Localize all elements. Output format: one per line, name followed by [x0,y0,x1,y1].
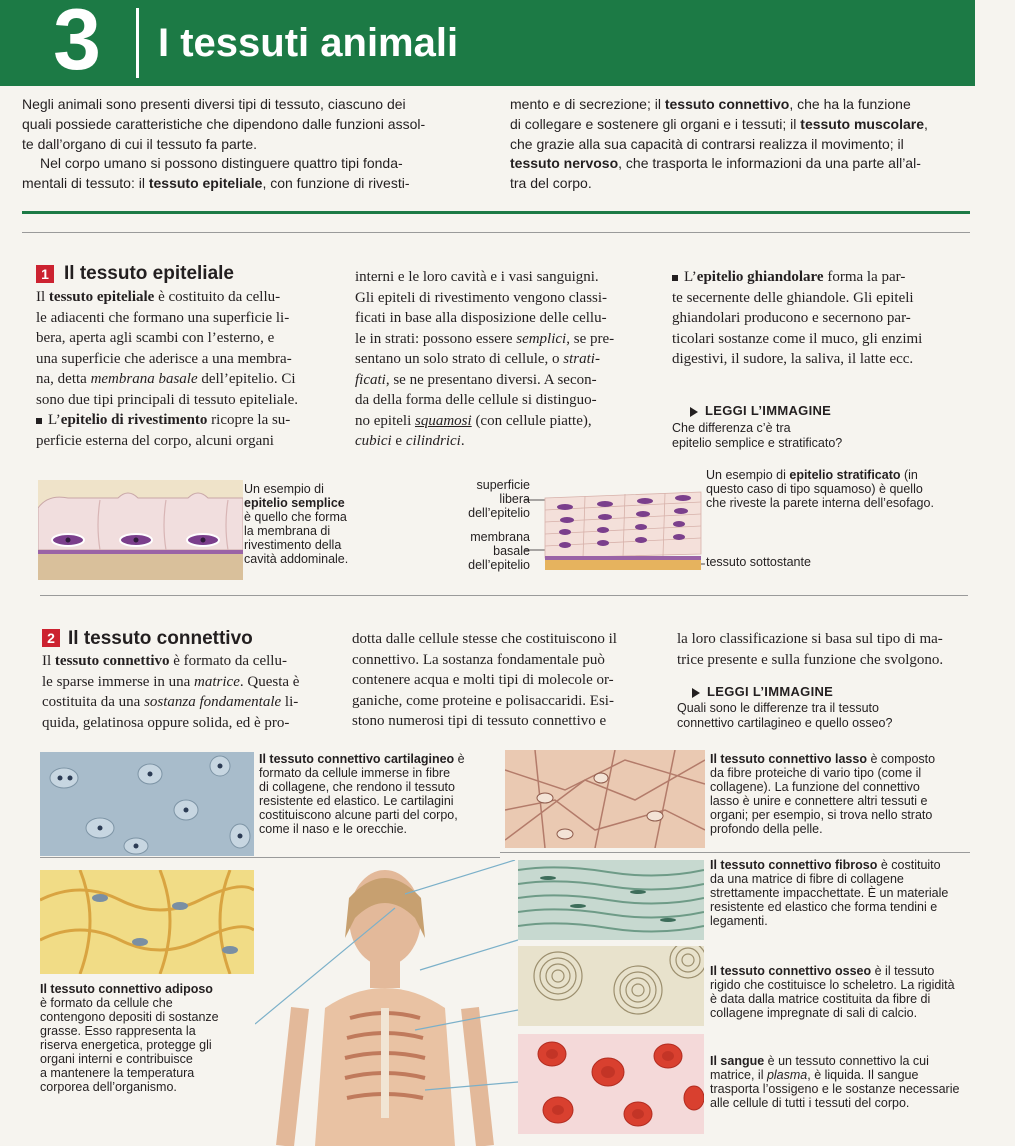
line: Gli epiteli di rivestimento vengono classi- [355,289,608,306]
line: corporea dell’organismo. [40,1080,177,1094]
text: mento e di secrezione; il [510,96,665,112]
line: strettamente impacchettate. È un materiale [710,886,949,900]
line [259,752,529,766]
text: costituita da una [42,694,145,710]
loose-connective-illustration [505,750,705,848]
line [710,964,980,978]
intro-line: che grazie alla sua capacità di contrarsi realizza il movimento; il [510,135,904,152]
text: , è liquida. Il sangue [807,1068,919,1082]
line: le adiacenti che formano una superficie li- [36,309,290,326]
text: è il tessuto [871,964,935,978]
line [710,858,980,872]
section-number: 1 [36,265,54,283]
term: plasma [766,1068,808,1082]
line: resistente ed elastico che forma tendini e [710,900,938,914]
line [355,431,653,452]
line: cavità addominale. [244,552,349,566]
text: matrice, il [710,1068,767,1082]
text: Il [36,289,49,305]
line: costituiscono alcune parti del corpo, [259,808,458,822]
term: ficati [355,371,386,388]
text: , che ha la funzione [789,96,911,112]
caption-bone [710,964,980,1020]
text: . [460,433,465,449]
line: riserva energetica, protegge gli [40,1038,212,1052]
leggi-heading [690,403,970,419]
line: organi interni e contribuisce [40,1052,193,1066]
line: la loro classificazione si basa sul tipo di ma- [677,631,943,647]
caption-simple-epithelium [244,482,374,566]
caption-stratified-epithelium [706,468,976,510]
line: Quali sono le differenze tra il tessuto [677,701,879,715]
line: da della forma delle cellule si distinguo- [355,392,597,408]
section1-col1 [36,287,338,451]
line: basale [493,544,530,558]
line: alle cellule di tutti i tessuti del corpo. [710,1096,910,1110]
text: LEGGI L’IMMAGINE [707,684,834,699]
triangle-arrow-icon [690,407,698,417]
line: lasso è unire e connettere altri tessuti e [710,794,928,808]
text: L’ [48,412,61,428]
label-basal-membrane [430,530,530,572]
term: tessuto nervoso [510,155,619,172]
term: membrana basale [90,371,198,387]
term: Il tessuto connettivo osseo [710,964,872,978]
text: sentano un solo strato di cellule, o [355,351,564,367]
leggi-box-2 [692,684,972,700]
line: ganiche, come proteine e polisaccaridi. Esi- [352,692,614,709]
caption-blood [710,1054,980,1110]
text: è costituito [877,858,941,872]
line: membrana [470,530,530,544]
line: rivestimento della [244,538,342,552]
intro-line [22,174,482,194]
line [672,267,968,288]
term: cilindrici [405,433,461,449]
intro-line: tra del corpo. [510,175,592,192]
text: (con cellule piatte), [471,412,592,429]
term: squamosi [415,412,472,429]
line: trice presente e sulla funzione che svolgono. [677,651,944,668]
line [42,692,342,713]
text: ricopre la su- [207,412,291,428]
section-title: Il tessuto epiteliale [64,263,234,284]
line: da fibre proteiche di vario tipo (come il [710,766,922,780]
line [42,672,342,693]
intro-right [510,95,965,194]
leggi-text-2 [677,701,977,731]
caption-fibrous [710,858,980,928]
term: tessuto epiteliale [148,175,263,192]
text: , [924,115,928,132]
line: è data dalla matrice costituita da fibre di [710,992,931,1006]
term: tessuto connettivo [54,653,170,669]
term: Il tessuto connettivo lasso [710,752,867,766]
line: resistente ed elastico. Le cartilagini [259,794,454,808]
stratified-epithelium-illustration [525,488,705,576]
leggi-heading [692,684,972,700]
line [710,752,980,766]
text: li- [281,694,299,710]
text: L’ [684,269,697,285]
line: a mantenere la temperatura [40,1066,195,1080]
term: sostanza fondamentale [144,694,282,710]
text: e [391,433,406,449]
line [355,370,653,391]
line: collagene impregnate di sali di calcio. [710,1006,918,1020]
line: profondo della pelle. [710,822,823,836]
line: libera [499,492,530,506]
line: quida, gelatinosa oppure solida, ed è pro- [42,714,290,731]
text: (in [900,468,918,482]
text: LEGGI L’IMMAGINE [705,403,832,418]
line: formato da cellule immerse in fibre [259,766,451,780]
line: Che differenza c’è tra [672,421,791,435]
line: questo caso di tipo squamoso) è quello [706,482,923,496]
intro-left [22,95,482,194]
line: collagene). La funzione del connettivo [710,780,920,794]
intro-line: te dall’organo di cui il tessuto fa parte. [22,135,258,152]
intro-line: Nel corpo umano si possono distinguere quattro tipi fonda- [40,155,403,172]
term: Il tessuto connettivo cartilagineo [259,752,455,766]
adipose-tissue-illustration [40,870,254,974]
section2-col1 [42,651,342,733]
line: digestivi, il sudore, la saliva, il latte ecc. [672,351,914,367]
simple-epithelium-illustration [38,480,243,580]
text: na, detta [36,371,91,387]
term: cubici [355,433,392,449]
line: ghiandolari producono e secernono par- [672,310,911,326]
term: epitelio di rivestimento [60,412,208,428]
text: Il [42,653,55,669]
intro-line [510,95,965,115]
term: semplici [516,330,567,347]
line: stono numerosi tipi di tessuto connettivo e [352,713,607,729]
line: superficie [476,478,530,492]
line [36,369,338,390]
intro-line [510,115,965,135]
term: matrice [194,673,240,690]
chapter-title: I tessuti animali [158,21,459,65]
term: epitelio stratificato [789,468,901,482]
bullet-square-icon [672,275,678,281]
line [42,651,342,672]
text: no epiteli [355,412,415,429]
line: sono due tipi principali di tessuto epiteliale. [36,391,299,408]
line: bera, aperta agli scambi con l’esterno, e [36,330,275,346]
line: di collagene, che rendono il tessuto [259,780,455,794]
line: ficati in base alla disposizione delle cellu- [355,310,607,326]
chapter-header [0,0,975,86]
line: una superficie che aderisce a una membra- [36,350,292,367]
text: , se pre- [566,330,615,347]
term: tessuto epiteliale [48,289,155,305]
line: connettivo cartilagineo e quello osseo? [677,716,893,730]
text: è un tessuto connettivo la cui [764,1054,929,1068]
line: Un esempio di [244,482,324,496]
section1-col3 [672,267,968,370]
line [355,411,653,432]
section-title: Il tessuto connettivo [68,628,253,649]
line: contenere acqua e molti tipi di molecole or- [352,672,614,688]
label-underlying-tissue: tessuto sottostante [706,555,811,569]
cartilage-tissue-illustration [40,752,254,856]
line: che riveste la parete interna dell’esofago. [706,496,934,510]
triangle-arrow-icon [692,688,700,698]
header-divider [136,8,139,78]
text: di collegare e sostenere gli organi e i tessuti; il [510,115,801,132]
text: è costituito da cellu- [154,289,281,305]
term: Il sangue [710,1054,765,1068]
line: da una matrice di fibre di collagene [710,872,904,886]
line [36,287,338,308]
intro-line: Negli animali sono presenti diversi tipi di tessuto, ciascuno dei [22,96,406,112]
line: è formato da cellule che [40,996,173,1010]
chapter-number: 3 [53,0,101,88]
section2-col3 [677,629,973,670]
line: è quello che forma [244,510,347,524]
line: Il tessuto connettivo adiposo [40,982,213,996]
text: , con funzione di rivesti- [262,175,410,192]
line: perficie esterna del corpo, alcuni organi [36,432,274,449]
term: tessuto muscolare [800,115,924,132]
line: ticolari sostanze come il muco, gli enzimi [672,330,923,347]
line: legamenti. [710,914,768,928]
line: dotta dalle cellule stesse che costituiscono il [352,631,617,647]
term: Il tessuto connettivo fibroso [710,858,878,872]
line [36,410,338,431]
line: trasporta l’ossigeno e le sostanze necessarie [710,1082,960,1096]
text: Un esempio di [706,468,790,482]
text: , se ne presentano diversi. A secon- [385,371,597,388]
text: , che trasporta le informazioni da una parte all’al- [618,155,921,172]
line: contengono depositi di sostanze [40,1010,219,1024]
section1-col2 [355,267,653,452]
section-rule [22,232,970,233]
label-free-surface [430,478,530,520]
caption-adipose [40,982,260,1094]
line: la membrana di [244,524,331,538]
line [706,468,976,482]
line: dell’epitelio [468,506,530,520]
section-number: 2 [42,629,60,647]
pointer-line [500,852,970,853]
leggi-text-1 [672,421,972,451]
term: strati- [563,351,600,367]
line: dell’epitelio [468,558,530,572]
text: le sparse immerse in una [42,673,195,690]
line [355,329,653,350]
text: è formato da cellu- [169,653,287,669]
text: dell’epitelio. Ci [197,371,296,387]
line: te secernente delle ghiandole. Gli epiteli [672,289,914,306]
intro-rule [22,211,970,214]
text: è composto [866,752,936,766]
intro-line [510,154,965,174]
line [710,1054,980,1068]
pointer-lines [255,860,720,1140]
term: tessuto connettivo [664,96,790,112]
caption-cartilage [259,752,529,836]
line: come il naso e le orecchie. [259,822,407,836]
section-rule [40,595,968,596]
line: organi; per esempio, si trova nello strato [710,808,933,822]
text: le in strati: possono essere [355,330,517,347]
line [355,349,653,370]
line [710,1068,980,1082]
text: forma la par- [823,269,906,285]
line: epitelio semplice e stratificato? [672,436,843,450]
line: rigido che costituisce lo scheletro. La rigidità [710,978,955,992]
text: mentali di tessuto: il [22,175,149,192]
line: grasse. Esso rappresenta la [40,1024,196,1038]
text: . Questa è [239,673,300,690]
intro-line: quali possiede caratteristiche che dipendono dalle funzioni assol- [22,115,426,132]
leggi-box-1 [690,403,970,419]
line: connettivo. La sostanza fondamentale può [352,651,605,668]
caption-loose [710,752,980,836]
line: interni e le loro cavità e i vasi sanguigni. [355,269,599,285]
text: è [454,752,465,766]
term: epitelio ghiandolare [696,269,824,285]
line: epitelio semplice [244,496,345,510]
bullet-square-icon [36,418,42,424]
section2-col2 [352,629,652,732]
